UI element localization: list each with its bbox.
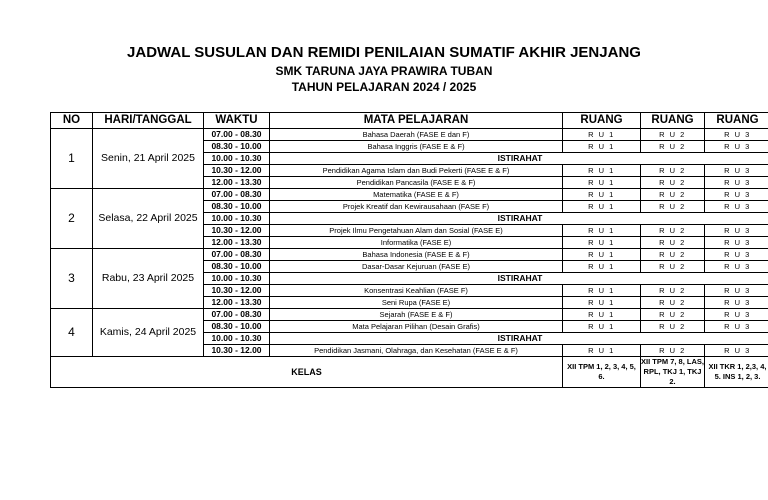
room-1: R U 1 [563, 129, 641, 141]
kelas-label: KELAS [51, 357, 563, 388]
room-3: R U 3 [705, 177, 768, 189]
room-2: R U 2 [641, 285, 705, 297]
kelas-room-2: XII TPM 7, 8, LAS, RPL, TKJ 1, TKJ 2. [641, 357, 704, 386]
subject-name: Sejarah (FASE E & F) [270, 309, 563, 321]
table-row [51, 129, 768, 141]
room-2: R U 2 [641, 309, 705, 321]
room-2: R U 2 [641, 225, 705, 237]
room-3: R U 3 [705, 165, 768, 177]
room-3: R U 3 [705, 225, 768, 237]
room-1: R U 1 [563, 165, 641, 177]
header-subject: MATA PELAJARAN [270, 113, 563, 129]
room-2: R U 2 [641, 141, 705, 153]
room-2: R U 2 [641, 297, 705, 309]
kelas-room-3: XII TKR 1, 2,3, 4, 5. INS 1, 2, 3. [705, 357, 768, 388]
session-time: 08.30 - 10.00 [204, 141, 270, 153]
room-3: R U 3 [705, 201, 768, 213]
room-1: R U 1 [563, 345, 641, 357]
academic-year: TAHUN PELAJARAN 2024 / 2025 [291, 80, 477, 94]
subject-name: Pendidikan Pancasila (FASE E & F) [270, 177, 563, 189]
room-3: R U 3 [705, 189, 768, 201]
subject-name: Projek Kreatif dan Kewirausahaan (FASE F) [270, 201, 563, 213]
room-1: R U 1 [563, 237, 641, 249]
session-time: 08.30 - 10.00 [204, 321, 270, 333]
room-1: R U 1 [563, 225, 641, 237]
header-room-2: RUANG [641, 113, 705, 129]
session-time: 12.00 - 13.30 [204, 237, 270, 249]
header-time: WAKTU [204, 113, 270, 129]
subject-name: Mata Pelajaran Pilihan (Desain Grafis) [270, 321, 563, 333]
day-number: 4 [51, 309, 93, 357]
break-label: ISTIRAHAT [270, 213, 768, 225]
room-2: R U 2 [641, 249, 705, 261]
school-name: SMK TARUNA JAYA PRAWIRA TUBAN [275, 64, 493, 78]
table-row [51, 249, 768, 261]
break-label: ISTIRAHAT [270, 273, 768, 285]
session-time: 10.30 - 12.00 [204, 285, 270, 297]
room-3: R U 3 [705, 129, 768, 141]
day-date: Senin, 21 April 2025 [93, 129, 204, 189]
document-title: JADWAL SUSULAN DAN REMIDI PENILAIAN SUMATIF AKHIR JENJANG [127, 44, 641, 61]
subject-name: Matematika (FASE E & F) [270, 189, 563, 201]
kelas-room-1: XII TPM 1, 2, 3, 4, 5, 6. [563, 357, 641, 388]
session-time: 12.00 - 13.30 [204, 297, 270, 309]
session-time: 10.00 - 10.30 [204, 273, 270, 285]
room-2: R U 2 [641, 129, 705, 141]
room-3: R U 3 [705, 297, 768, 309]
room-2: R U 2 [641, 237, 705, 249]
subject-name: Dasar-Dasar Kejuruan (FASE E) [270, 261, 563, 273]
room-1: R U 1 [563, 141, 641, 153]
session-time: 08.30 - 10.00 [204, 201, 270, 213]
day-number: 2 [51, 189, 93, 249]
room-1: R U 1 [563, 285, 641, 297]
subject-name: Bahasa Indonesia (FASE E & F) [270, 249, 563, 261]
room-2: R U 2 [641, 165, 705, 177]
room-1: R U 1 [563, 297, 641, 309]
day-number: 3 [51, 249, 93, 309]
header-room-3: RUANG [705, 113, 768, 129]
subject-name: Seni Rupa (FASE E) [270, 297, 563, 309]
room-1: R U 1 [563, 309, 641, 321]
room-2: R U 2 [641, 177, 705, 189]
room-3: R U 3 [705, 141, 768, 153]
room-1: R U 1 [563, 201, 641, 213]
room-1: R U 1 [563, 177, 641, 189]
room-1: R U 1 [563, 249, 641, 261]
room-2: R U 2 [641, 321, 705, 333]
table-row [51, 309, 768, 321]
room-3: R U 3 [705, 345, 768, 357]
room-3: R U 3 [705, 285, 768, 297]
session-time: 10.30 - 12.00 [204, 225, 270, 237]
session-time: 07.00 - 08.30 [204, 189, 270, 201]
room-1: R U 1 [563, 189, 641, 201]
room-2: R U 2 [641, 201, 705, 213]
session-time: 10.00 - 10.30 [204, 213, 270, 225]
subject-name: Projek Ilmu Pengetahuan Alam dan Sosial (FASE E) [270, 225, 563, 237]
session-time: 07.00 - 08.30 [204, 249, 270, 261]
kelas-row [51, 357, 768, 388]
subject-name: Informatika (FASE E) [270, 237, 563, 249]
session-time: 08.30 - 10.00 [204, 261, 270, 273]
subject-name: Bahasa Inggris (FASE E & F) [270, 141, 563, 153]
day-date: Selasa, 22 April 2025 [93, 189, 204, 249]
session-time: 07.00 - 08.30 [204, 129, 270, 141]
room-2: R U 2 [641, 345, 705, 357]
table-row [51, 189, 768, 201]
header-row [51, 113, 768, 129]
subject-name: Bahasa Daerah (FASE E dan F) [270, 129, 563, 141]
subject-name: Pendidikan Jasmani, Olahraga, dan Kesehatan (FASE E & F) [270, 345, 563, 357]
room-2: R U 2 [641, 261, 705, 273]
schedule-table [50, 112, 768, 388]
subject-name: Pendidikan Agama Islam dan Budi Pekerti (FASE E & F) [270, 165, 563, 177]
room-3: R U 3 [705, 321, 768, 333]
schedule-body [51, 129, 768, 357]
break-label: ISTIRAHAT [270, 153, 768, 165]
room-3: R U 3 [705, 237, 768, 249]
room-3: R U 3 [705, 309, 768, 321]
break-label: ISTIRAHAT [270, 333, 768, 345]
session-time: 10.00 - 10.30 [204, 333, 270, 345]
day-date: Rabu, 23 April 2025 [93, 249, 204, 309]
room-3: R U 3 [705, 249, 768, 261]
day-number: 1 [51, 129, 93, 189]
header-no: NO [51, 113, 93, 129]
session-time: 10.30 - 12.00 [204, 165, 270, 177]
session-time: 10.00 - 10.30 [204, 153, 270, 165]
room-1: R U 1 [563, 321, 641, 333]
room-2: R U 2 [641, 189, 705, 201]
header-day: HARI/TANGGAL [93, 113, 204, 129]
session-time: 10.30 - 12.00 [204, 345, 270, 357]
header-room-1: RUANG [563, 113, 641, 129]
session-time: 07.00 - 08.30 [204, 309, 270, 321]
session-time: 12.00 - 13.30 [204, 177, 270, 189]
day-date: Kamis, 24 April 2025 [93, 309, 204, 357]
subject-name: Konsentrasi Keahlian (FASE F) [270, 285, 563, 297]
room-3: R U 3 [705, 261, 768, 273]
room-1: R U 1 [563, 261, 641, 273]
